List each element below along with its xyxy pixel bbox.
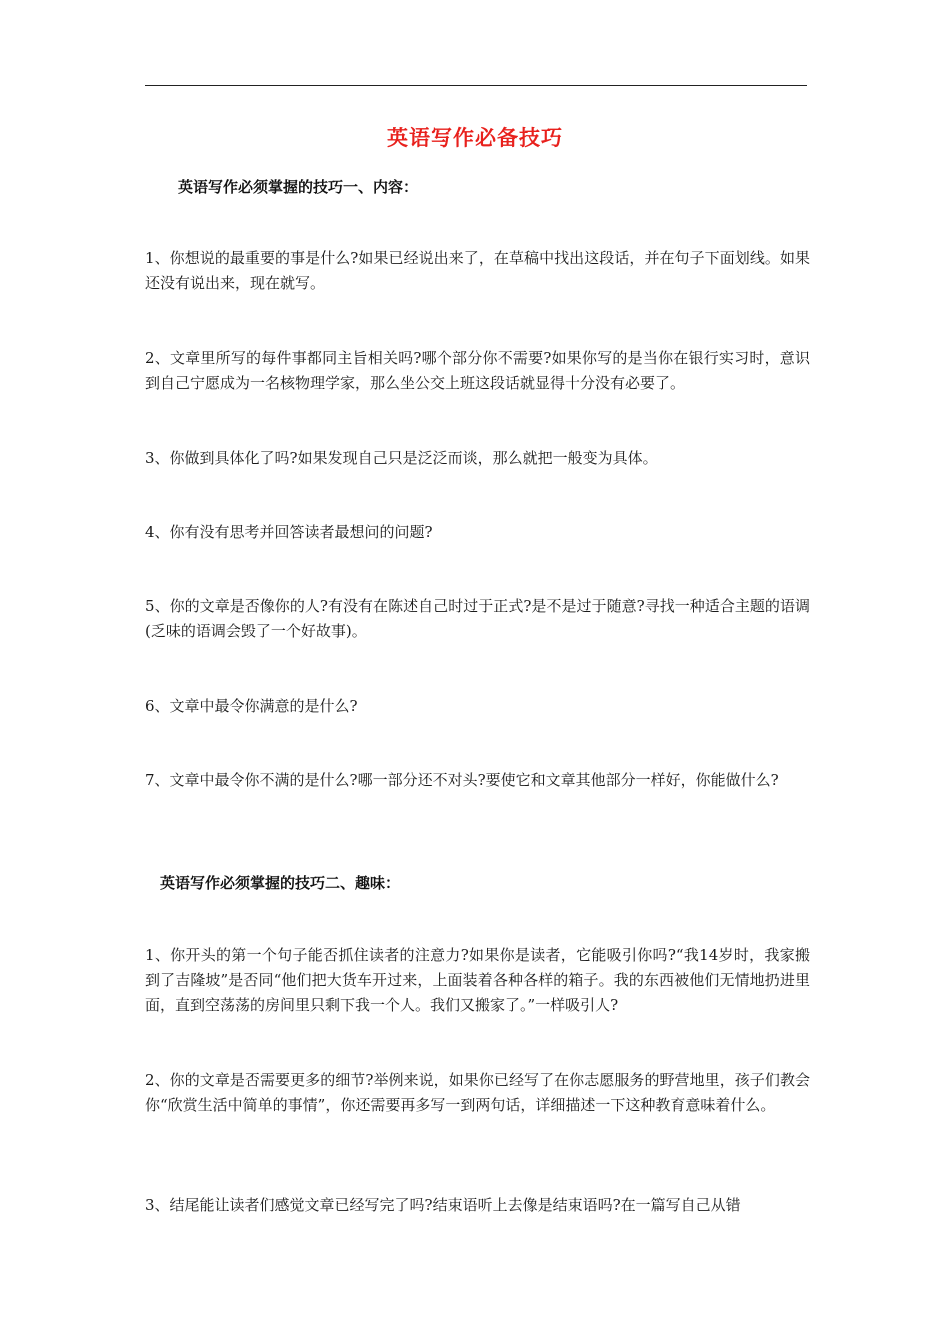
- section1-item-7: 7、文章中最令你不满的是什么?哪一部分还不对头?要使它和文章其他部分一样好，你能做什么?: [145, 771, 779, 789]
- section-heading-content: 英语写作必须掌握的技巧一、内容：: [178, 178, 419, 196]
- section2-item-2: 2、你的文章是否需要更多的细节?举例来说，如果你已经写了在你志愿服务的野营地里，孩子们教会你“欣赏生活中简单的事情”，你还需要再多写一到两句话，详细描述一下这种教育意味着什么。: [145, 1071, 810, 1114]
- header-rule: [145, 85, 807, 86]
- section-heading-interest: 英语写作必须掌握的技巧二、趣味：: [160, 874, 401, 892]
- section2-item-1: 1、你开头的第一个句子能否抓住读者的注意力?如果你是读者，它能吸引你吗?“我14岁时，我家搬到了吉隆坡”是否同“他们把大货车开过来，上面装着各种各样的箱子。我的东西被他们无情地扔进里面，直到空荡荡的房间里只剩下我一个人。我们又搬家了。”一样吸引人?: [145, 946, 810, 1014]
- section1-item-5: 5、你的文章是否像你的人?有没有在陈述自己时过于正式?是不是过于随意?寻找一种适合主题的语调(乏味的语调会毁了一个好故事)。: [145, 597, 810, 640]
- section1-item-1: 1、你想说的最重要的事是什么?如果已经说出来了，在草稿中找出这段话，并在句子下面划线。如果还没有说出来，现在就写。: [145, 249, 810, 292]
- section1-item-6: 6、文章中最令你满意的是什么?: [145, 697, 358, 715]
- section2-item-3: 3、结尾能让读者们感觉文章已经写完了吗?结束语听上去像是结束语吗?在一篇写自己从错: [145, 1196, 741, 1214]
- section1-item-4: 4、你有没有思考并回答读者最想问的问题?: [145, 523, 433, 541]
- page-title: 英语写作必备技巧: [387, 126, 563, 150]
- section1-item-3: 3、你做到具体化了吗?如果发现自己只是泛泛而谈，那么就把一般变为具体。: [145, 449, 658, 467]
- section1-item-2: 2、文章里所写的每件事都同主旨相关吗?哪个部分你不需要?如果你写的是当你在银行实习时，意识到自己宁愿成为一名核物理学家，那么坐公交上班这段话就显得十分没有必要了。: [145, 349, 810, 392]
